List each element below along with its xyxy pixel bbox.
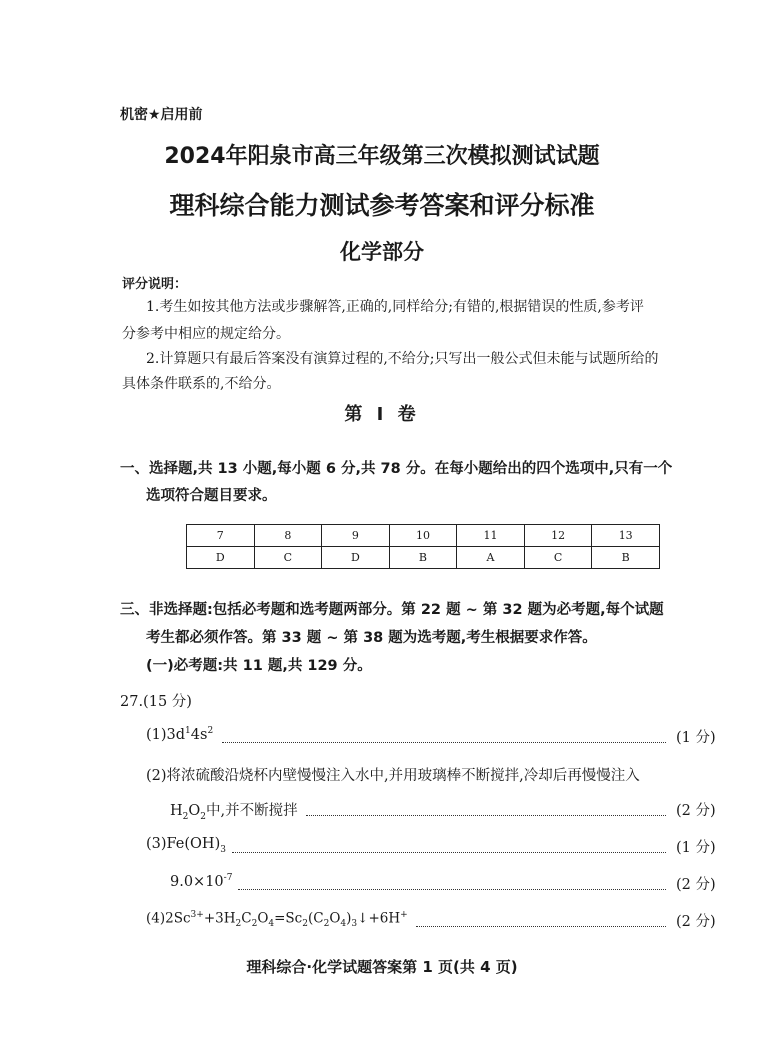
notes-heading: 评分说明： (122, 277, 188, 292)
table-cell: 9 (322, 525, 390, 547)
table-cell: D (187, 547, 255, 569)
table-cell: C (524, 547, 592, 569)
q27-part-2-line-2: $H_2O_2$中,并不断搅拌 (170, 803, 298, 822)
section-3-line-3: (一)必考题:共 11 题,共 129 分。 (146, 658, 372, 674)
table-cell: B (389, 547, 457, 569)
dot-leader (238, 889, 666, 890)
dot-leader (222, 742, 666, 743)
table-cell: 10 (389, 525, 457, 547)
q27-part-4-equation: $(4)2Sc^{3+}+3H_2C_2O_4=Sc_2(C_2O_4)_3↓+6H^+$ (146, 910, 408, 930)
table-cell: 11 (457, 525, 525, 547)
table-cell: 12 (524, 525, 592, 547)
table-cell: 7 (187, 525, 255, 547)
section-1-line-1: 一、选择题,共 13 小题,每小题 6 分,共 78 分。在每小题给出的四个选项中,只有一个 (120, 461, 673, 477)
answer-table-answers-row (187, 547, 660, 569)
answer-table (186, 524, 660, 569)
section-title: 化学部分 (340, 240, 424, 264)
table-cell: D (322, 547, 390, 569)
q27-part-3-ksp-answer: $9.0\times 10^{-7}$ (170, 873, 233, 890)
table-cell: 13 (592, 525, 660, 547)
dot-leader (416, 926, 666, 927)
exam-title: 2024年阳泉市高三年级第三次模拟测试试题 (164, 144, 600, 169)
q27-part-2-score: (2 分) (676, 803, 716, 819)
question-27-heading: 27.(15 分) (120, 694, 192, 710)
section-3-line-2: 考生都必须作答。第 33 题 ~ 第 38 题为选考题,考生根据要求作答。 (146, 630, 597, 646)
q27-part-3-answer: $(3)Fe(OH)_3$ (146, 836, 226, 855)
note-2-line-2: 具体条件联系的,不给分。 (122, 376, 281, 392)
q27-part-2-line-1: (2)将浓硫酸沿烧杯内壁慢慢注入水中,并用玻璃棒不断搅拌,冷却后再慢慢注入 (146, 768, 640, 784)
note-2-line-1: 2.计算题只有最后答案没有演算过程的,不给分;只写出一般公式但未能与试题所给的 (146, 351, 659, 367)
q27-part-1-answer: $(1)3d^14s^2$ (146, 726, 214, 743)
note-1-line-1: 1.考生如按其他方法或步骤解答,正确的,同样给分;有错的,根据错误的性质,参考评 (146, 299, 644, 315)
note-1-line-2: 分参考中相应的规定给分。 (122, 326, 290, 342)
document-title: 理科综合能力测试参考答案和评分标准 (169, 191, 595, 220)
table-cell: 8 (254, 525, 322, 547)
q27-part-3-ksp-score: (2 分) (676, 877, 716, 893)
section-3-line-1: 三、非选择题:包括必考题和选考题两部分。第 22 题 ~ 第 32 题为必考题,每个试题 (120, 602, 664, 618)
section-1-line-2: 选项符合题目要求。 (146, 488, 277, 504)
table-cell: B (592, 547, 660, 569)
page-footer: 理科综合·化学试题答案第 1 页(共 4 页) (246, 958, 518, 976)
q27-part-1-score: (1 分) (676, 730, 716, 746)
answer-table-questions-row (187, 525, 660, 547)
q27-part-4-score: (2 分) (676, 914, 716, 930)
dot-leader (232, 852, 666, 853)
q27-part-3-score: (1 分) (676, 840, 716, 856)
classification-label: 机密★启用前 (120, 107, 203, 123)
table-cell: A (457, 547, 525, 569)
volume-title: 第 I 卷 (344, 404, 420, 425)
dot-leader (306, 815, 666, 816)
table-cell: C (254, 547, 322, 569)
